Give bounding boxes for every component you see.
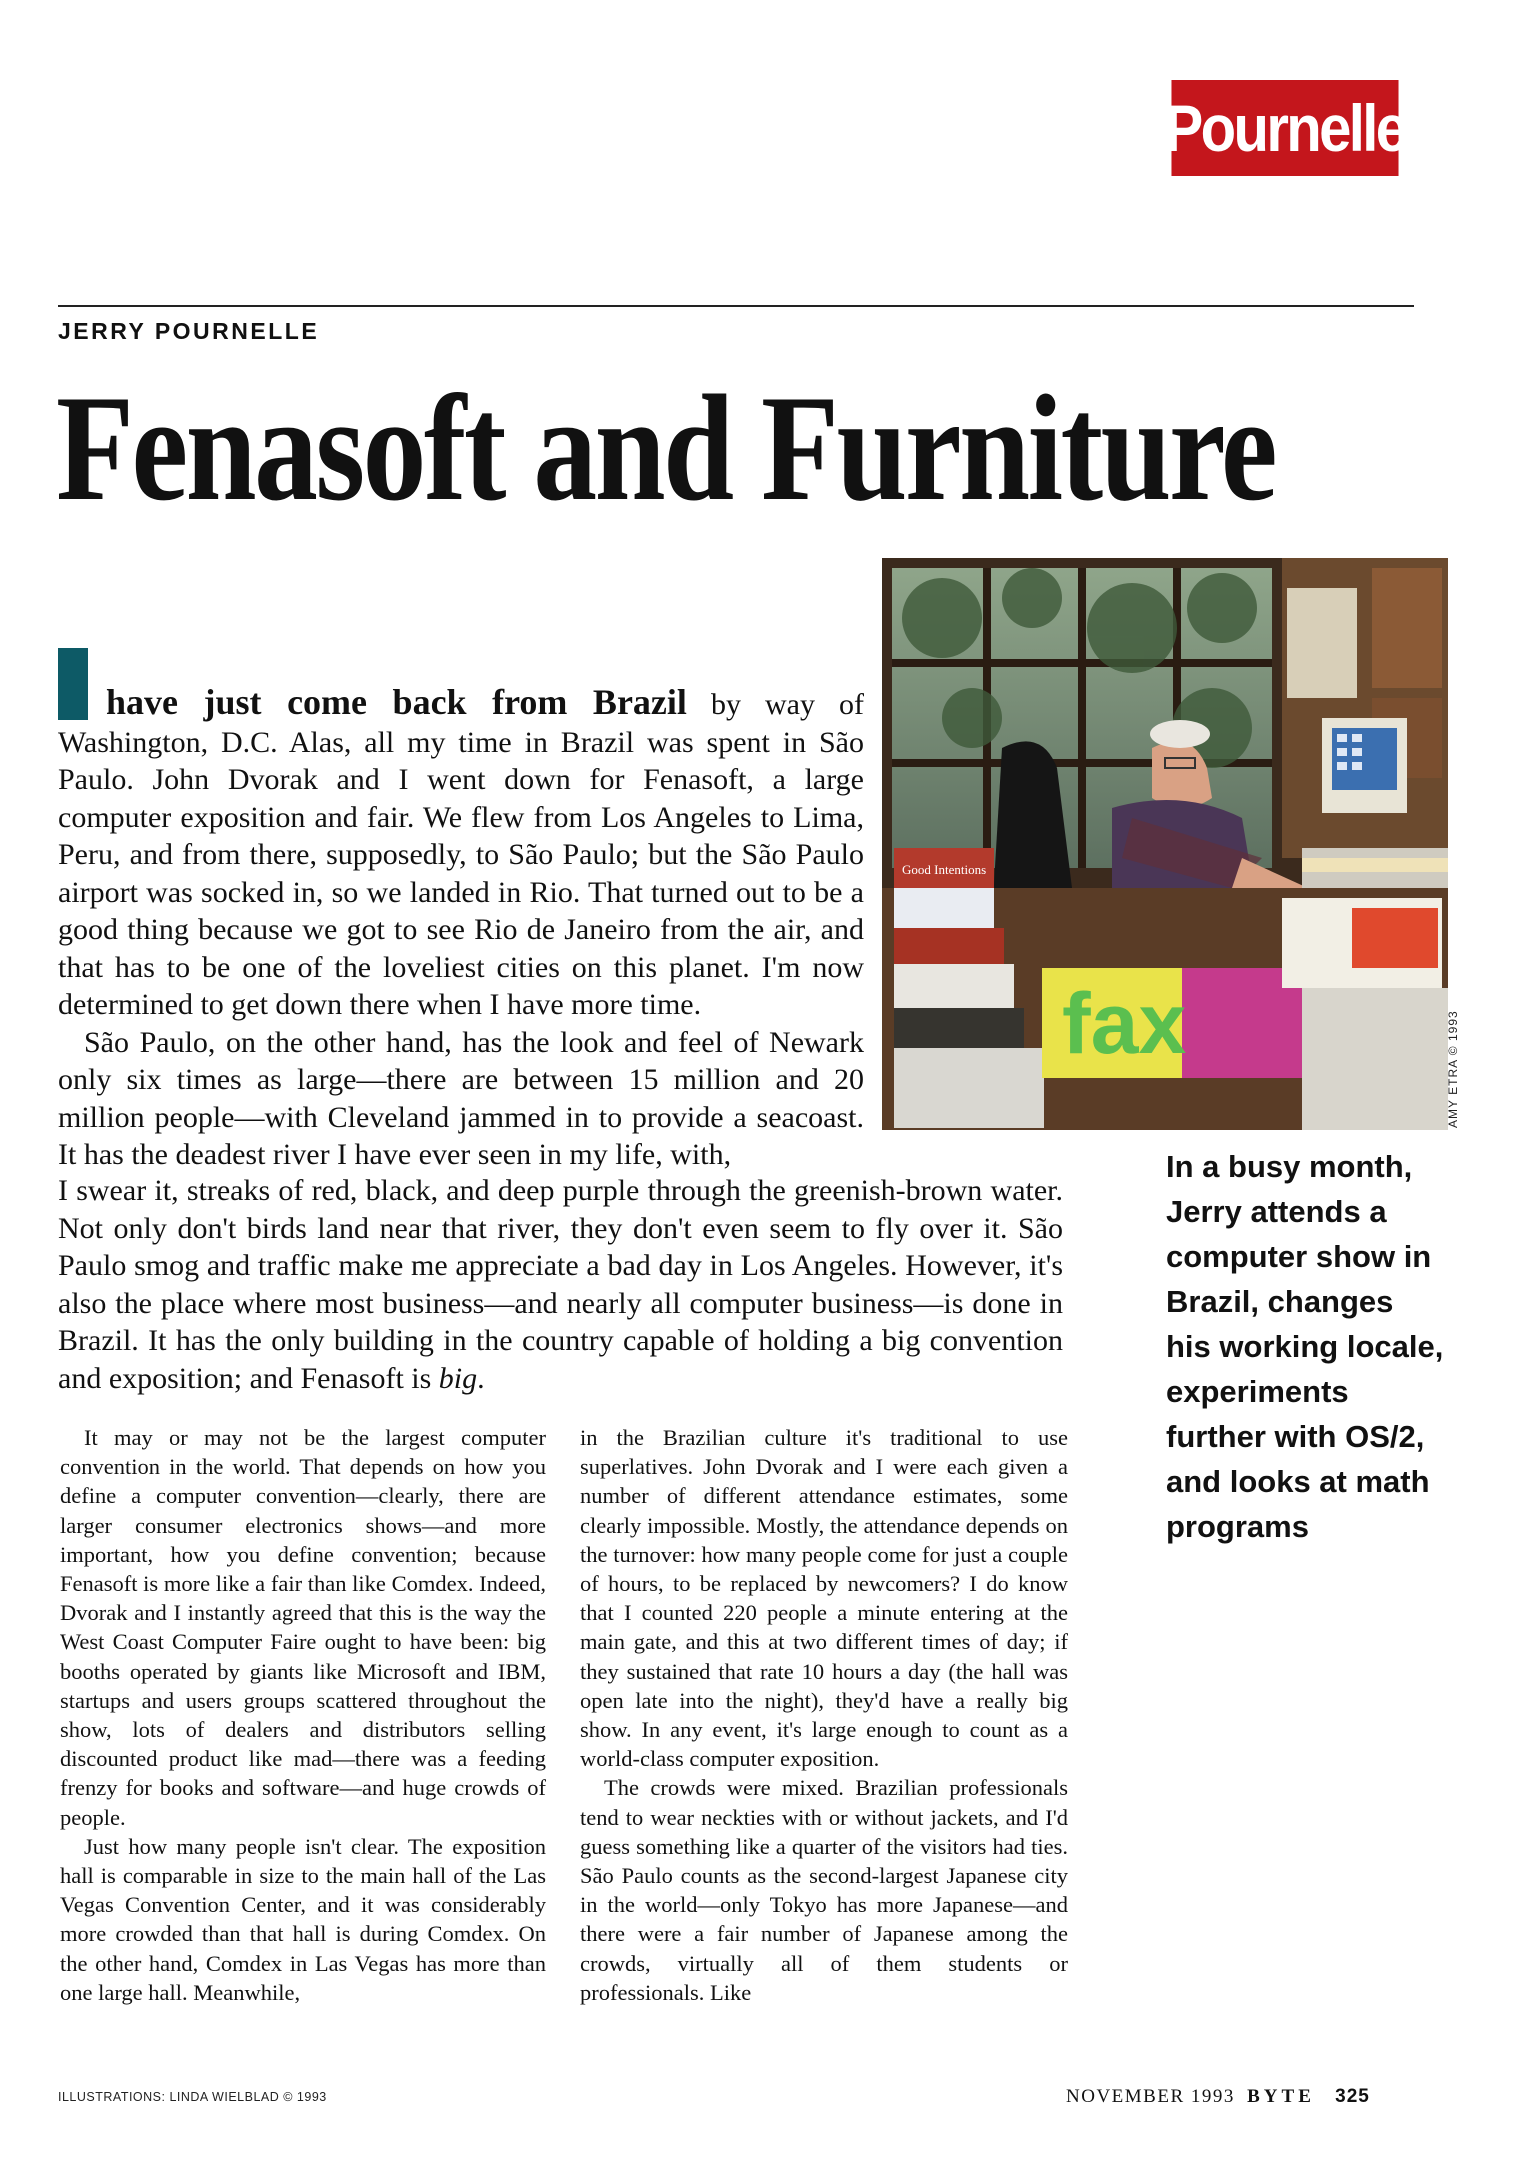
- body-paragraph: in the Brazilian culture it's traditional to use superlatives. John Dvorak and I were each given a number of different attendance estimates, some clearly impossible. Mostly, the attendance depends on the turnover: how many people come for just a couple of hours, to be replaced by newcomers? I do know that I counted 220 people a minute entering at the main gate, and this at two different times of day; if they sustained that rate 10 hours a day (the hall was open late into the night), they'd have a really big show. In any event, it's large enough to count as a world-class computer exposition.: [580, 1425, 1068, 1772]
- body-column-1: [60, 1423, 546, 2007]
- illustration-credit: ILLUSTRATIONS: LINDA WIELBLAD © 1993: [58, 2090, 327, 2104]
- author-byline: JERRY POURNELLE: [58, 318, 320, 344]
- body-paragraph: It may or may not be the largest computer convention in the world. That depends on how you define a computer convention—clearly, there are larger consumer electronics shows—and more important, how you define convention; because Fenasoft is more like a fair than like Comdex. Indeed, Dvorak and I instantly agreed that this is the way the West Coast Computer Faire ought to have been: big booths operated by giants like Microsoft and IBM, startups and users groups scattered throughout the show, lots of dealers and distributors selling discounted product like mad—there was a feeding frenzy for books and software—and huge crowds of people.: [60, 1425, 546, 1830]
- page-number: 325: [1335, 2086, 1370, 2107]
- article-deck: In a busy month, Jerry attends a computer show in Brazil, changes his working locale, experiments further with OS/2, and looks at math programs: [1166, 1149, 1444, 1544]
- body-paragraph: The crowds were mixed. Brazilian professionals tend to wear neckties with or without jackets, and I'd guess something like a quarter of the visitors had ties. São Paulo counts as the second-largest Japanese city in the world—only Tokyo has more Japanese—and there were a fair number of Japanese among the crowds, virtually all of them students or professionals. Like: [580, 1775, 1068, 2005]
- header-rule: [58, 305, 1414, 307]
- body-column-2: [580, 1423, 1068, 2007]
- magazine-name: BYTE: [1247, 2086, 1315, 2107]
- section-badge: Pournelle: [1171, 80, 1398, 176]
- lede-paragraph-1: [58, 684, 864, 1024]
- lede-paragraph-2-start: São Paulo, on the other hand, has the look and feel of Newark only six times as large—there are between 15 million and 20 million people—with Cleveland jammed in to provide a seacoast. It has the deadest river I have ever seen in my life, with,: [58, 1025, 864, 1171]
- lede-paragraph-2-text: I swear it, streaks of red, black, and deep purple through the greenish-brown water. Not only don't birds land near that river, they don't even seem to fly over it. São Paulo smog and traffic make me appreciate a bad day in Los Angeles. However, it's also the place where most business—and nearly all computer business—is done in Brazil. It has the only building in the country capable of holding a big convention and exposition; and Fenasoft is: [58, 1174, 1063, 1395]
- author-office-photo: [882, 558, 1448, 1130]
- page-footer: [1066, 2086, 1370, 2108]
- lede-column: [58, 684, 864, 1174]
- photo-credit: AMY ETRA © 1993: [1446, 1010, 1460, 1128]
- drop-cap-block: [58, 648, 88, 720]
- book-label-good-intentions: Good Intentions: [902, 862, 987, 877]
- article-headline: Fenasoft and Furniture: [56, 364, 1276, 532]
- photo-illustration: [882, 558, 1448, 1130]
- issue-date: NOVEMBER 1993: [1066, 2086, 1235, 2107]
- lede-wide-block: [58, 1172, 1063, 1397]
- lede-lead-in: have just come back from Brazil: [106, 682, 687, 722]
- emphasis-big: big: [438, 1361, 478, 1395]
- lede-period: .: [477, 1361, 485, 1395]
- lede-paragraph-2-continued: [58, 1172, 1063, 1397]
- lede-paragraph-1-text: by way of Washington, D.C. Alas, all my time in Brazil was spent in São Paulo. John Dvorak and I went down for Fenasoft, a large computer exposition and fair. We flew from Los Angeles to Lima, Peru, and from there, supposedly, to São Paulo; but the São Paulo airport was socked in, so we landed in Rio. That turned out to be a good thing because we got to see Rio de Janeiro from the air, and that has to be one of the loveliest cities on this planet. I'm now determined to get down there when I have more time.: [58, 688, 864, 1021]
- body-paragraph: Just how many people isn't clear. The exposition hall is comparable in size to the main hall of the Las Vegas Convention Center, and it was considerably more crowded than that hall is during Comdex. On the other hand, Comdex in Las Vegas has more than one large hall. Meanwhile,: [60, 1833, 546, 2005]
- box-label-fax: fax: [1062, 976, 1187, 1072]
